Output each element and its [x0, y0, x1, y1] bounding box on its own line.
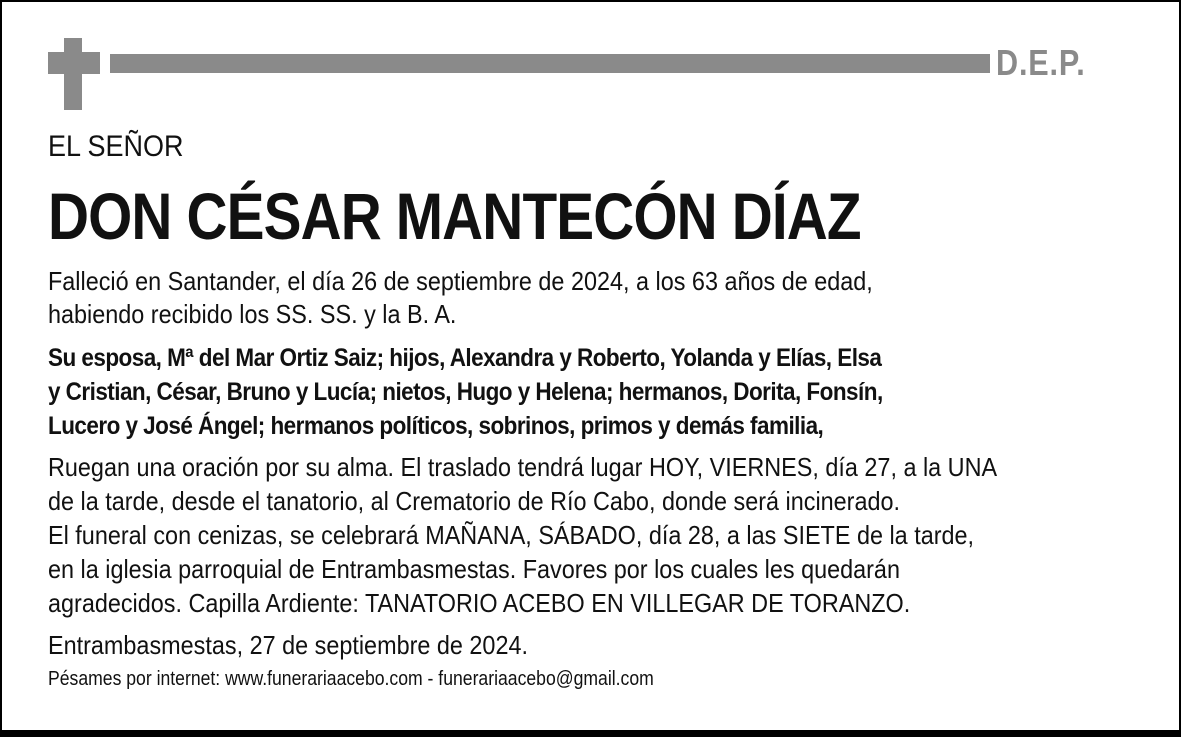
family-line: Lucero y José Ángel; hermanos políticos, sobrinos, primos y demás familia, [48, 412, 824, 440]
place-date: Entrambasmestas, 27 de septiembre de 2024. [48, 630, 528, 660]
cross-icon [64, 38, 82, 110]
body-line: en la iglesia parroquial de Entrambasmestas. Favores por los cuales les quedarán [48, 554, 900, 584]
dep-badge: D.E.P. [996, 42, 1086, 83]
body-line: Ruegan una oración por su alma. El traslado tendrá lugar HOY, VIERNES, día 27, a la UNA [48, 452, 998, 482]
bottom-border [2, 730, 1179, 737]
family-line: Su esposa, Mª del Mar Ortiz Saiz; hijos, Alexandra y Roberto, Yolanda y Elías, Elsa [48, 344, 882, 372]
body-line: El funeral con cenizas, se celebrará MAÑANA, SÁBADO, día 28, a las SIETE de la tarde, [48, 520, 975, 550]
family-line: y Cristian, César, Bruno y Lucía; nietos, Hugo y Helena; hermanos, Dorita, Fonsín, [48, 378, 883, 406]
cross-icon-arm [48, 52, 100, 74]
intro-line: habiendo recibido los SS. SS. y la B. A. [48, 299, 457, 329]
header-rule [110, 54, 990, 73]
title-prefix: EL SEÑOR [48, 130, 184, 163]
intro-line: Falleció en Santander, el día 26 de septiembre de 2024, a los 63 años de edad, [48, 266, 873, 296]
condolences-line: Pésames por internet: www.funerariaacebo.com - funerariaacebo@gmail.com [48, 668, 654, 690]
body-line: agradecidos. Capilla Ardiente: TANATORIO ACEBO EN VILLEGAR DE TORANZO. [48, 588, 911, 618]
body-line: de la tarde, desde el tanatorio, al Crematorio de Río Cabo, donde será incinerado. [48, 486, 901, 516]
deceased-name: DON CÉSAR MANTECÓN DÍAZ [48, 179, 861, 253]
